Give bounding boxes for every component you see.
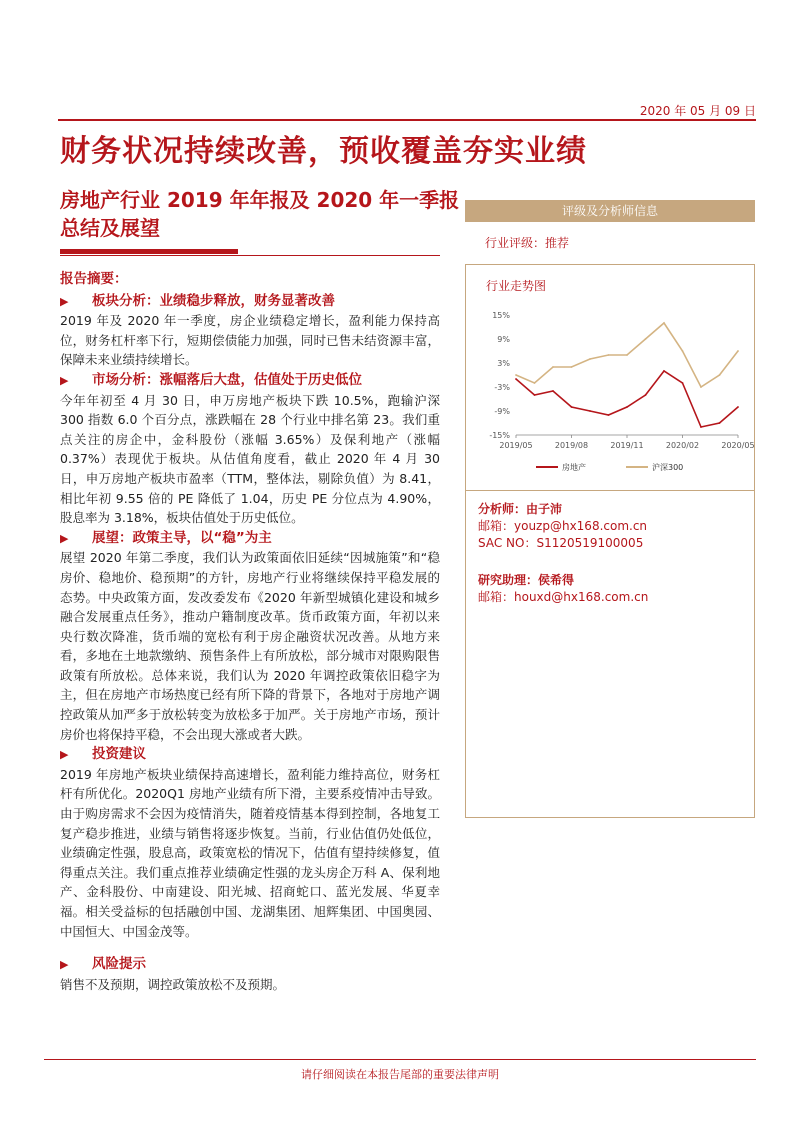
- y-tick-label: -3%: [494, 383, 510, 392]
- x-tick-label: 2019/08: [554, 441, 589, 450]
- legend-label: 房地产: [562, 463, 586, 472]
- data-point: [608, 414, 610, 416]
- sac-number: SAC NO：S1120519100005: [478, 536, 644, 550]
- section-heading-investment: ▶ 投资建议: [60, 745, 440, 765]
- report-date: 2020 年 05 月 09 日: [639, 104, 756, 118]
- sidebar-header: 评级及分析师信息: [465, 200, 755, 222]
- data-point: [552, 390, 554, 392]
- trend-title: 行业走势图: [486, 279, 547, 293]
- series-line: [516, 371, 738, 427]
- section-text-outlook: 展望 2020 年第二季度，我们认为政策面依旧延续“因城施策”和“稳房价、稳地价、稳预期”的方针，房地产行业将继续保持平稳发展的态势。中央政策方面，发改委发布《2020 年新型城镇化建设和城乡融合发展重点任务》，推动户籍制度改革。货币政策方面，年初以来央行数次降准，货币端的宽松有利于房企融资状况改善。从地方来看，多地在土地款缴纳、预售条件上有所放松，部分城市对限购限售政策有所放松。总体来说，我们认为 2020 年调控政策依旧稳字为主，但在房地产市场热度已经有所下降的背景下，各地对于房地产调控政策从加严多于放松转变为放松多于加严。关于房地产市场，预计房价也将保持平稳，不会出现大涨或者大跌。: [60, 550, 440, 742]
- sidebar-divider: [465, 817, 755, 818]
- arrow-icon: ▶: [60, 748, 69, 762]
- y-tick-label: 3%: [497, 359, 510, 368]
- abstract-title: 报告摘要：: [60, 271, 128, 287]
- data-point: [737, 350, 739, 352]
- main-title: 财务状况持续改善，预收覆盖夯实业绩: [60, 134, 587, 169]
- section-heading-risk: ▶ 风险提示: [60, 955, 440, 975]
- data-point: [645, 394, 647, 396]
- data-point: [534, 382, 536, 384]
- data-point: [534, 394, 536, 396]
- data-point: [626, 354, 628, 356]
- arrow-icon: ▶: [60, 958, 69, 972]
- data-point: [682, 382, 684, 384]
- y-tick-label: -9%: [494, 407, 510, 416]
- data-point: [645, 338, 647, 340]
- assistant-email[interactable]: 邮箱：houxd@hx168.com.cn: [478, 590, 649, 604]
- y-tick-label: 9%: [497, 335, 510, 344]
- data-point: [719, 374, 721, 376]
- industry-rating: 行业评级：推荐: [485, 236, 570, 250]
- section-text-risk: 销售不及预期，调控政策放松不及预期。: [60, 976, 286, 992]
- arrow-icon: ▶: [60, 294, 69, 308]
- subtitle-underline: [60, 249, 238, 254]
- section-text-investment: 2019 年房地产板块业绩保持高速增长，盈利能力维持高位，财务杠杆有所优化。2020Q1 房地产业绩有所下滑，主要系疫情冲击导致。由于购房需求不会因为疫情消失，随着疫情基本得到控制，各地复工复产稳步推进，业绩与销售将逐步恢复。当前，行业估值仍处低位，业绩确定性强，股息高，政策宽松的情况下，估值有望持续修复，值得重点关注。我们重点推荐业绩确定性强的龙头房企万科 A、保利地产、金科股份、中南建设、阳光城、招商蛇口、蓝光发展、华夏幸福。相关受益标的包括融创中国、龙湖集团、旭辉集团、中国奥园、中国恒大、中国金茂等。: [60, 766, 440, 939]
- arrow-icon: ▶: [60, 373, 69, 387]
- data-point: [737, 406, 739, 408]
- data-point: [682, 350, 684, 352]
- x-tick-label: 2020/02: [665, 441, 700, 450]
- analyst-email[interactable]: 邮箱：youzp@hx168.com.cn: [478, 519, 648, 533]
- data-point: [700, 426, 702, 428]
- section-heading-market: ▶ 市场分析：涨幅落后大盘，估值处于历史低位: [60, 371, 440, 391]
- analyst-name: 分析师：由子沛: [478, 502, 563, 516]
- data-point: [700, 386, 702, 388]
- footer-disclaimer: 请仔细阅读在本报告尾部的重要法律声明: [301, 1068, 499, 1081]
- section-text-market: 今年年初至 4 月 30 日，申万房地产板块下跌 10.5%，跑输沪深 300 指数 6.0 个百分点，涨跌幅在 28 个行业中排名第 23。我们重点关注的房企中，金科股份（涨幅 3.65%）及保利地产（涨幅 0.37%）表现优于板块。从估值角度看，截止 2020 年 4 月 30 日，申万房地产板块市盈率（TTM，整体法，剔除负值）为 8.41，相比年初 9.55 倍的 PE 降低了 1.04，历史 PE 分位点为 4.90%，股息率为 3.18%，板块估值处于历史低位。: [60, 392, 440, 526]
- data-point: [663, 370, 665, 372]
- data-point: [589, 358, 591, 360]
- arrow-icon: ▶: [60, 531, 69, 545]
- legend-label: 沪深300: [652, 463, 684, 472]
- data-point: [571, 406, 573, 408]
- trend-chart: [476, 305, 755, 485]
- data-point: [626, 406, 628, 408]
- data-point: [719, 422, 721, 424]
- section-text-sector: 2019 年及 2020 年一季度，房企业绩稳定增长，盈利能力保持高位，财务杠杆率下行，短期偿债能力加强，同时已售未结资源丰富，保障未来业绩持续增长。: [60, 313, 440, 368]
- data-point: [515, 374, 517, 376]
- section-heading-sector: ▶ 板块分析：业绩稳步释放，财务显著改善: [60, 292, 440, 312]
- report-abstract: [60, 270, 440, 994]
- top-rule: [58, 119, 756, 121]
- report-subtitle: 房地产行业 2019 年年报及 2020 年一季报总结及展望: [60, 188, 460, 240]
- trend-panel: [465, 265, 755, 490]
- data-point: [608, 354, 610, 356]
- subtitle-rule: [60, 255, 440, 256]
- data-point: [663, 322, 665, 324]
- data-point: [552, 366, 554, 368]
- assistant-name: 研究助理：侯希得: [478, 573, 575, 587]
- x-tick-label: 2019/11: [610, 441, 644, 450]
- x-tick-label: 2020/05: [721, 441, 755, 450]
- data-point: [515, 378, 517, 380]
- y-tick-label: -15%: [489, 431, 510, 440]
- data-point: [571, 366, 573, 368]
- y-tick-label: 15%: [492, 311, 510, 320]
- x-tick-label: 2019/05: [499, 441, 533, 450]
- section-heading-outlook: ▶ 展望：政策主导，以“稳”为主: [60, 529, 440, 549]
- data-point: [589, 410, 591, 412]
- analyst-panel: [465, 491, 755, 817]
- bottom-rule: [44, 1059, 756, 1060]
- info-sidebar: [465, 200, 755, 818]
